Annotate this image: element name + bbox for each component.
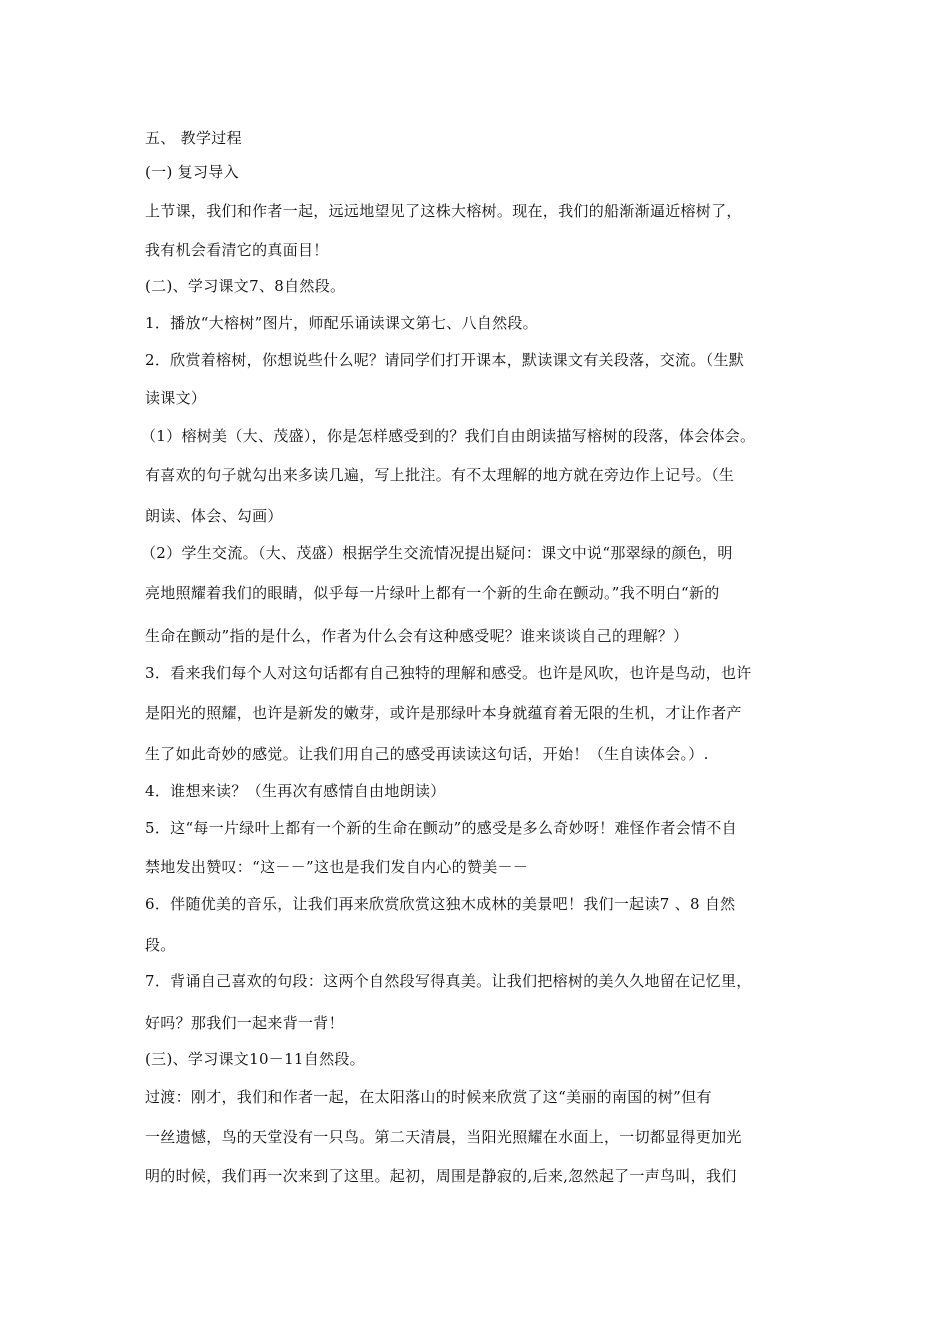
paragraph-line: 朗读、体会、勾画） [145, 507, 283, 525]
paragraph-line: 生了如此奇妙的感觉。让我们用自己的感受再读读这句话，开始！（生自读体会。）. [145, 745, 709, 763]
paragraph-line: 段。 [145, 936, 176, 954]
list-item-line: 5．这“每一片绿叶上都有一个新的生命在颤动”的感受是多么奇妙呀！难怪作者会情不自 [145, 819, 737, 837]
paragraph-line: 禁地发出赞叹：“这－－”这也是我们发自内心的赞美－－ [145, 858, 529, 876]
list-item-line: （1）榕树美（大、茂盛），你是怎样感受到的？我们自由朗读描写榕树的段落，体会体会。 [141, 427, 756, 445]
paragraph-line: 我有机会看清它的真面目！ [145, 241, 329, 259]
list-item-line: 1．播放“大榕树”图片，师配乐诵读课文第七、八自然段。 [145, 314, 538, 332]
section-heading: 五、 教学过程 [145, 129, 242, 147]
list-item-line: 4．谁想来读？（生再次有感情自由地朗读） [145, 782, 446, 800]
list-item-line: 2．欣赏着榕树，你想说些什么呢？请同学们打开课本，默读课文有关段落，交流。（生默 [145, 351, 745, 369]
paragraph-line: 有喜欢的句子就勾出来多读几遍，写上批注。有不太理解的地方就在旁边作上记号。（生 [145, 466, 735, 484]
subsection-heading: (二)、学习课文7、8自然段。 [145, 277, 346, 295]
subsection-heading: (一) 复习导入 [145, 163, 239, 181]
paragraph-line: 上节课，我们和作者一起，远远地望见了这株大榕树。现在，我们的船渐渐逼近榕树了， [145, 202, 742, 220]
paragraph-line: 过渡：刚才，我们和作者一起，在太阳落山的时候来欣赏了这“美丽的南国的树”但有 [145, 1088, 712, 1106]
subsection-heading: (三)、学习课文10－11自然段。 [145, 1050, 365, 1068]
paragraph-line: 生命在颤动”指的是什么，作者为什么会有这种感受呢？谁来谈谈自己的理解？） [145, 627, 689, 645]
list-item-line: 读课文） [145, 389, 207, 407]
paragraph-line: 亮地照耀着我们的眼睛，似乎每一片绿叶上都有一个新的生命在颤动。”我不明白“新的 [145, 584, 720, 602]
list-item-line: 6．伴随优美的音乐，让我们再来欣赏欣赏这独木成林的美景吧！我们一起读7 、8 自然 [145, 895, 736, 913]
list-item-line: 7．背诵自己喜欢的句段：这两个自然段写得真美。让我们把榕树的美久久地留在记忆里， [145, 972, 752, 990]
paragraph-line: 是阳光的照耀，也许是新发的嫩芽，或许是那绿叶本身就蕴育着无限的生机，才让作者产 [145, 704, 742, 722]
list-item-line: （2）学生交流。（大、茂盛）根据学生交流情况提出疑问：课文中说“那翠绿的颜色，明 [141, 544, 733, 562]
paragraph-line: 明的时候，我们再一次来到了这里。起初，周围是静寂的,后来,忽然起了一声鸟叫，我们 [145, 1167, 737, 1185]
paragraph-line: 一丝遗憾，鸟的天堂没有一只鸟。第二天清晨，当阳光照耀在水面上，一切都显得更加光 [145, 1128, 742, 1146]
list-item-line: 3．看来我们每个人对这句话都有自己独特的理解和感受。也许是风吹，也许是鸟动，也许 [145, 664, 752, 682]
paragraph-line: 好吗？那我们一起来背一背！ [145, 1014, 344, 1032]
